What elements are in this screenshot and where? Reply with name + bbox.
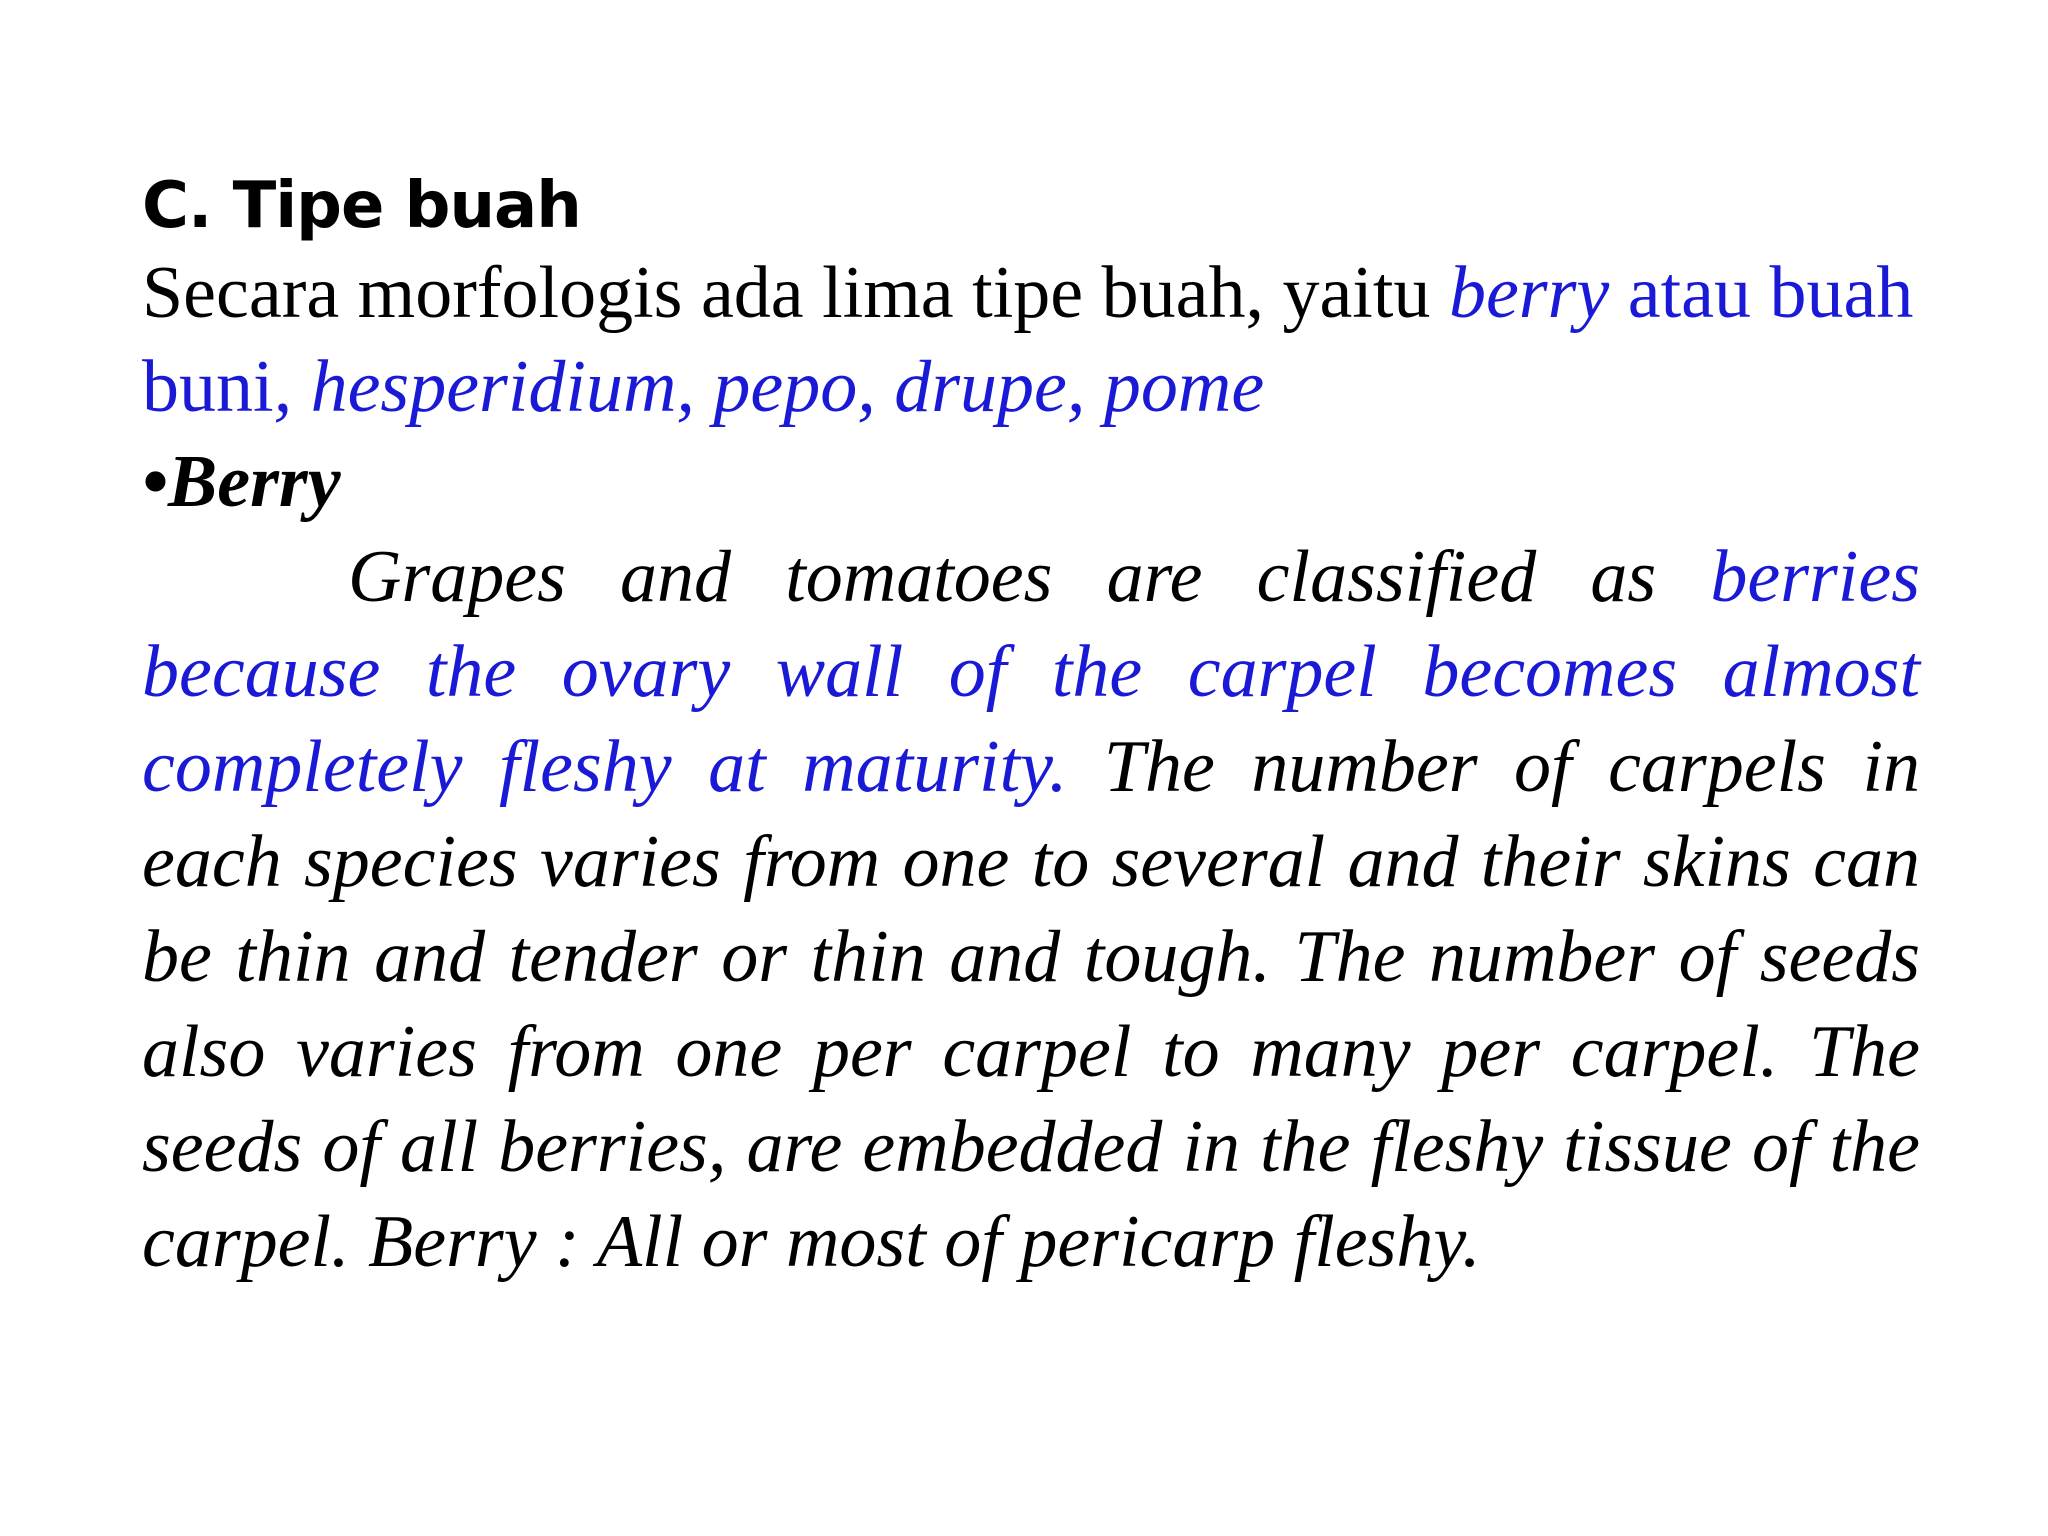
slide-content [142, 166, 1920, 1290]
intro-text: Secara morfologis ada lima tipe buah, yaitu [142, 252, 1449, 334]
berry-desc-part3: The number of carpels in each species varies from one to several and their skins can be thin and tender or thin and tough. The number of seeds also varies from one per carpel to many per carpel. The seeds of all berries, are embedded in the fleshy tissue of the carpel. Berry : All or most of pericarp fleshy. [142, 726, 1921, 1283]
bullet-symbol: • [142, 441, 168, 523]
intro-fruit-type-list: , hesperidium, pepo, drupe, pome [273, 346, 1265, 428]
intro-atau: atau [1609, 252, 1751, 334]
bullet-heading-berry [142, 434, 1920, 530]
intro-paragraph [142, 246, 1920, 434]
intro-buah-buni: buah buni [142, 252, 1914, 428]
berry-description [142, 530, 1920, 1290]
section-heading: C. Tipe buah [142, 169, 581, 243]
intro-term-berry: berry [1448, 252, 1610, 334]
bullet-title: Berry [167, 441, 341, 523]
berry-desc-highlight: berries because the ovary wall of the carpel becomes almost completely fleshy at maturity. [142, 536, 1920, 808]
berry-desc-part1: Grapes and tomatoes are classified as [348, 536, 1711, 618]
